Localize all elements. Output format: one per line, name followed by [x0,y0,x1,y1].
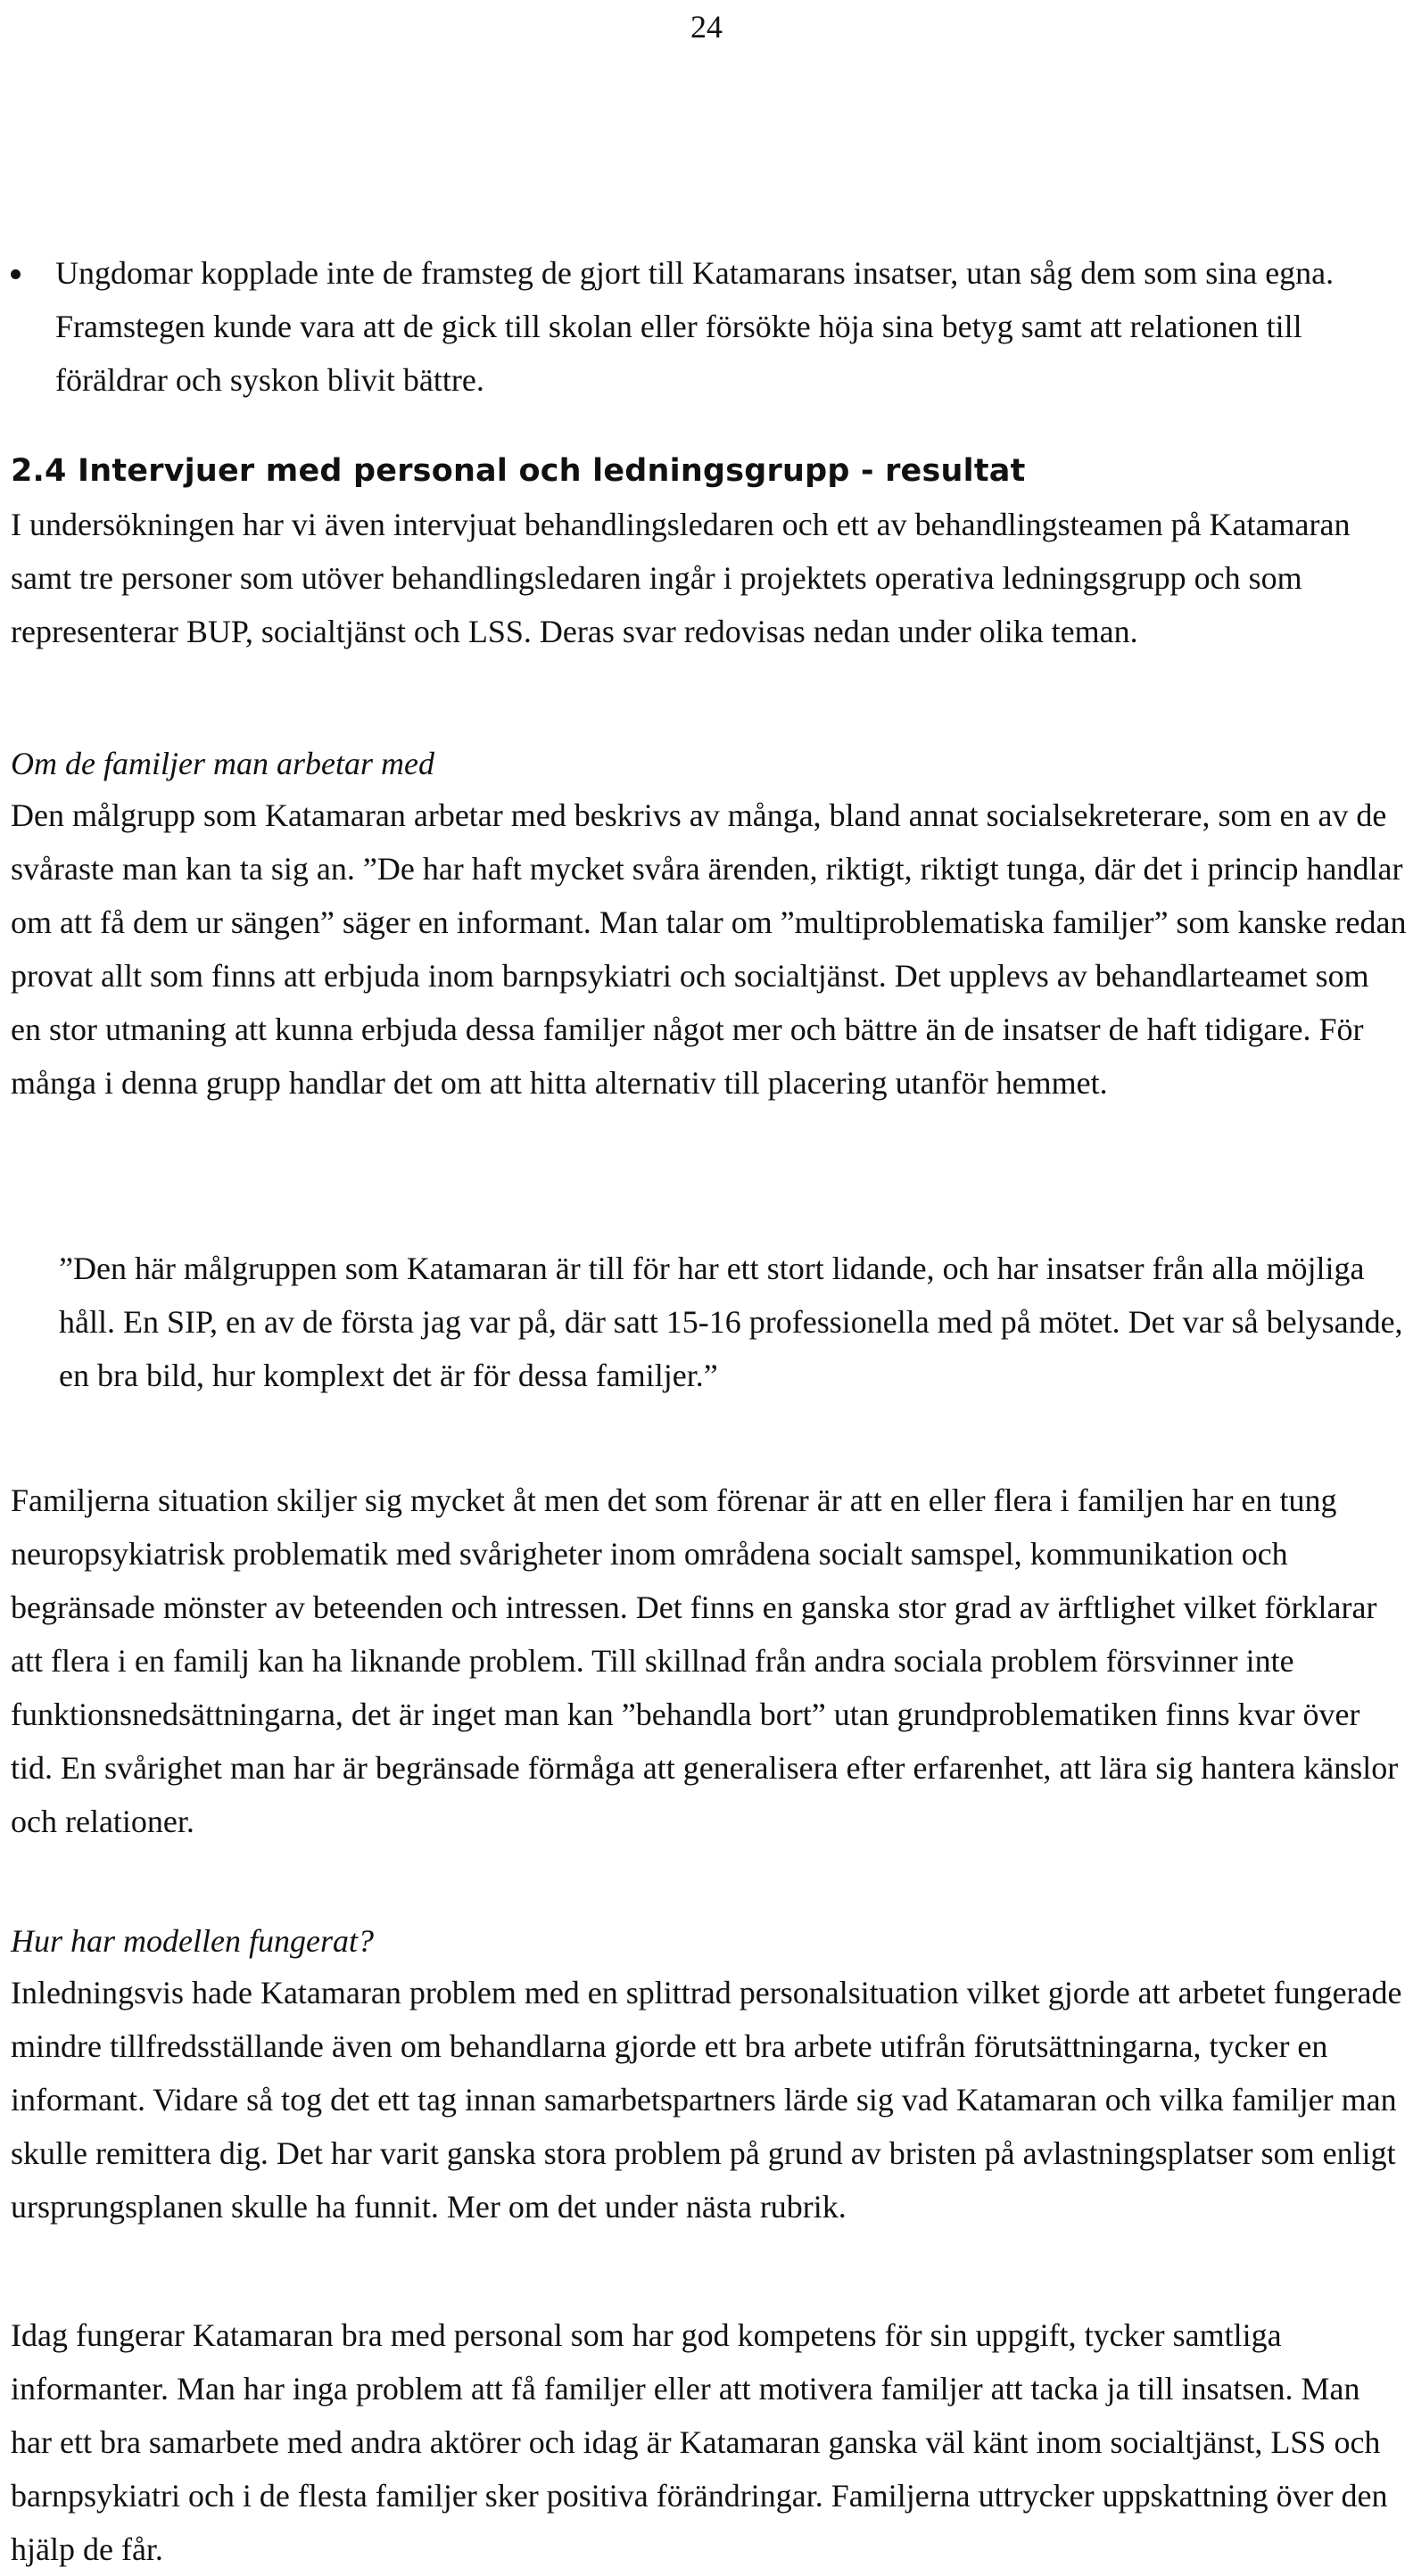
families-paragraph-2: Familjerna situation skiljer sig mycket åt men det som förenar är att en eller flera i familjen har en tung neuropsykiatrisk problematik med svårigheter inom områdena socialt samspel, kommunikation och begränsade mönster av beteenden och intressen. Det finns en ganska stor grad av ärftlighet vilket förklarar att flera i en familj kan ha liknande problem. Till skillnad från andra sociala problem försvinner inte funktionsnedsättningarna, det är inget man kan ”behandla bort” utan grundproblematiken finns kvar över tid. En svårighet man har är begränsade förmåga att generalisera efter erfarenhet, att lära sig hantera känslor och relationer. [11,1482,1399,1839]
section-intro-paragraph: I undersökningen har vi även intervjuat behandlingsledaren och ett av behandlingsteamen på Katamaran samt tre personer som utöver behandlingsledaren ingår i projektets operativa ledningsgrupp och som representerar BUP, socialtjänst och LSS. Deras svar redovisas nedan under olika teman. [11,507,1351,649]
section-heading: 2.4 Intervjuer med personal och ledningsgrupp - resultat [11,453,1026,489]
model-paragraph-2: Idag fungerar Katamaran bra med personal som har god kompetens för sin uppgift, tycker samtliga informanter. Man har inga problem att få familjer eller att motivera familjer att tacka ja till insatsen. Man har ett bra samarbete med andra aktörer och idag är Katamaran ganska väl känt inom socialtjänst, LSS och barnpsykiatri och i de flesta familjer sker positiva förändringar. Familjerna uttrycker uppskattning över den hjälp de får. [11,2317,1388,2567]
model-paragraph-1: Inledningsvis hade Katamaran problem med en splittrad personalsituation vilket gjorde att arbetet fungerade mindre tillfredsställande även om behandlarna gjorde ett bra arbete utifrån förutsättningarna, tycker en informant. Vidare så tog det ett tag innan samarbetspartners lärde sig vad Katamaran och vilka familjer man skulle remittera dig. Det har varit ganska stora problem på grund av bristen på avlastningsplatser som enligt ursprungsplanen skulle ha funnit. Mer om det under nästa rubrik. [11,1975,1402,2225]
families-subheading: Om de familjer man arbetar med [11,746,434,781]
bullet-list-item [11,246,1402,407]
families-paragraph-1: Den målgrupp som Katamaran arbetar med beskrivs av många, bland annat socialsekreterare, som en av de svåraste man kan ta sig an. ”De har haft mycket svåra ärenden, riktigt, riktigt tunga, där det i princip handlar om att få dem ur sängen” säger en informant. Man talar om ”multiproblematiska familjer” som kanske redan provat allt som finns att erbjuda inom barnpsykiatri och socialtjänst. Det upplevs av behandlarteamet som en stor utmaning att kunna erbjuda dessa familjer något mer och bättre än de insatser de haft tidigare. För många i denna grupp handlar det om att hitta alternativ till placering utanför hemmet. [11,797,1407,1101]
model-subheading: Hur har modellen fungerat? [11,1923,374,1959]
bullet-icon [11,269,21,279]
page-number: 24 [690,9,723,45]
bullet-text: Ungdomar kopplade inte de framsteg de gjort till Katamarans insatser, utan såg dem som sina egna. Framstegen kunde vara att de gick till skolan eller försökte höja sina betyg samt att relationen till föräldrar och syskon blivit bättre. [55,255,1334,398]
informant-quote: ”Den här målgruppen som Katamaran är till för har ett stort lidande, och har insatser från alla möjliga håll. En SIP, en av de första jag var på, där satt 15-16 professionella med på mötet. Det var så belysande, en bra bild, hur komplext det är för dessa familjer.” [59,1251,1403,1393]
